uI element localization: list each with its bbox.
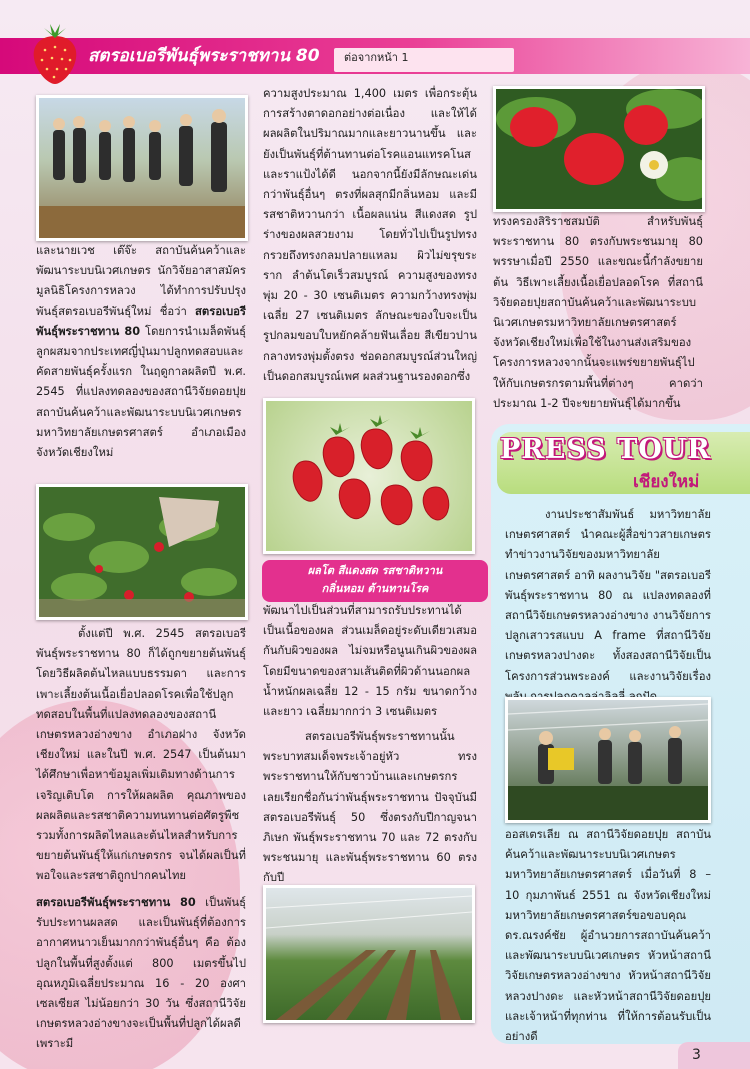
photo-picking-strawberries <box>36 484 248 620</box>
press-paragraph-1: งานประชาสัมพันธ์ มหาวิทยาลัยเกษตรศาสตร์ นำคณะผู้สื่อข่าวสายเกษตรทำข่าวงานวิจัยของมหาวิทยาลัยเกษตรศาสตร์ อาทิ ผลงานวิจัย "สตรอเบอรีพันธุ์พระราชทาน 80 ณ แปลงทดลองที่สถานีวิจัยเกษตรหลวงอ่างขาง งานวิจัยการปลูกเสาวรสแบบ A frame ที่สถานีวิจัยเกษตรหลวงปางดะ ทั้งสองสถานีวิจัยเป็นโครงการส่วนพระองค์ และงานวิจัยเรื่อง <box>505 508 711 683</box>
article-column-2b <box>263 601 477 722</box>
column2-paragraph-2: พัฒนาไปเป็นส่วนที่สามารถรับประทานได้เป็นเนื้อของผล ส่วนเมล็ดอยู่ระดับเดียวเสมอกันกับผิวของผล ไม่จมหรือนูนเกินผิวของผลโดยมีขนาดของสามเส้นติดที่ผิวด้านนอกผลน้ำหนักผลเฉลี่ย 12 - 15 กรัม ขนาดกว้างและยาว เฉลี่ยมากกว่า 3 เซนติเมตร <box>263 604 477 719</box>
photo-strawberry-bunch <box>263 398 475 554</box>
photo-greenhouse-field <box>263 885 475 1023</box>
press-tour-subtitle: เชียงใหม่ <box>633 472 700 492</box>
article-column-2 <box>263 84 477 387</box>
strawberry-logo-icon <box>30 22 80 86</box>
column2-paragraph-1: ความสูงประมาณ 1,400 เมตร เพื่อกระตุ้นการสร้างตาดอกอย่างต่อเนื่อง และให้ได้ผลผลิตในปริมาณมากและยาวนานขึ้น และยังเป็นพันธุ์ที่ต้านทานต่อโรคแอนแทรคโนส และราแป้งได้ดี นอกจากนี้ยังมีลักษณะเด่นกว่าพันธุ์อื่นๆ ตรงที่ผลสุกมีกลิ่นหอม และมีรสชาติหวานกว่า เนื้อผลแน่น สีแดงสด รูปร่างของผลสวยงาม โดยทั่วไปเป็นรูปทรงกรวยถึงทรงกลมปลายแหลม ผิวไม่ขรุขระ ราก ลำต้นโตเร็วสมบูรณ์ ความสูงของทรงพุ่ม 20 - 30 เซนติเมตร ความกว้างทรงพุ่มเฉลี่ย 27 เซนติเมตร ลักษณะของใบจะเป็นรูปกลมขอบใบหยักคล้ายฟันเลื่อย สีเขียวปานกลางทรงพุ่มตั้งตรง ช่อดอกสมบูรณ์ส่วนใหญ่เป็นดอกสมบูรณ์เพศ ผลส่วนฐานรองดอกซึ่ง <box>263 87 477 383</box>
press-paragraph-2: ออสเตรเลีย ณ สถานีวิจัยดอยปุย สถาบันค้นคว้าและพัฒนาระบบนิเวศเกษตร มหาวิทยาลัยเกษตรศาสตร์ เมื่อวันที่ 8 – 10 กุมภาพันธ์ 2551 ณ จังหวัดเชียงใหม่ มหาวิทยาลัยเกษตรศาสตร์ขอขอบคุณ ดร.ณรงค์ชัย ผู้อำนวยการสถาบันค้นคว้าและพัฒนาระบบนิเวศเกษตร หัวหน้าสถานีวิจัยเกษตรหลวงอ่างขาง หัวหน้าสถานีวิจัยหลวงปางดะ และหัวหน้าสถานีวิจัยดอยปุย และเจ้าหน้าที่ทุกท่าน ที่ให้การต้อนรับเป็นอย่างดี <box>505 828 711 1044</box>
column3-paragraph-1: ทรงครองสิริราชสมบัติ สำหรับพันธุ์พระราชทาน 80 ตรงกับพระชนมายุ 80 พรรษาเมื่อปี 2550 และขณะนี้กำลังขยายต้น วิธีเพาะเลี้ยงเนื้อเยื่อปลอดโรค ที่สถานีวิจัยดอยปุยสถาบันค้นคว้าและพัฒนาระบบนิเวศเกษตรมหาวิทยาลัยเกษตรศาสตร์ จังหวัดเชียงใหม่เพื่อใช้ในงานส่งเสริมของโครงการหลวงจากนั้นจะแพร่ขยายพันธุ์ไปให้กับเกษตรกรตามพื้นที่ต่างๆ คาดว่าประมาณ 1-2 ปีจะขยายพันธุ์ได้มากขึ้น <box>493 215 703 410</box>
header-title: สตรอเบอรีพันธุ์พระราชทาน 80 <box>88 46 320 66</box>
caption-line-1: ผลโต สีแดงสด รสชาติหวาน <box>307 564 443 577</box>
column1-paragraph-3: สตรอเบอรีพันธุ์พระราชทาน 80 เป็นพันธุ์รับประทานผลสด และเป็นพันธุ์ที่ต้องการอากาศหนาวเย็นมากกว่าพันธุ์อื่นๆ คือ ต้องปลูกในพื้นที่สูงตั้งแต่ 800 เมตรขึ้นไปอุณหภูมิเฉลี่ยประมาณ 16 - 20 องศาเซลเซียส ไม่น้อยกว่า 30 วัน ซึ่งสถานีวิจัยเกษตรหลวงอ่างขางจะเป็นพื้นที่ปลูกได้ผลดี เพราะมี <box>36 896 246 1051</box>
caption-line-2: กลิ่นหอม ต้านทานโรค <box>321 582 429 595</box>
column1-paragraph-1: และนายเวช เต๊จ๊ะ สถาบันค้นคว้าและพัฒนาระบบนิเวศเกษตร นักวิจัยอาสาสมัครมูลนิธิโครงการหลวง ได้ทำการปรับปรุงพันธุ์สตรอเบอรีพันธุ์ใหม่ ชื่อว่า สตรอเบอรีพันธุ์พระราชทาน 80 โดยการนำเมล็ดพันธุ์ลูกผสมจากประเทศญี่ปุ่นมาปลูกทดสอบและคัดสายพันธุ์ครั้งแรก ในฤดูกาลผลิตปี พ.ศ. 2545 ที่แปลงทดลองของสถานีวิจัยดอยปุยสถาบันค้นคว้าและพัฒนาระบบนิเวศเกษตรมหาวิทยาลัยเกษตรศาสตร์ อำเภอเมือง จังหวัดเชียงใหม่ <box>36 244 246 460</box>
photo-visitors-group <box>36 95 248 241</box>
page-number: 3 <box>678 1042 750 1069</box>
photo-press-visit <box>505 697 711 823</box>
article-column-1c <box>36 893 246 1055</box>
continued-from-label: ต่อจากหน้า 1 <box>334 48 514 72</box>
press-tour-text <box>505 505 711 707</box>
article-column-2c <box>263 727 477 889</box>
article-column-1 <box>36 241 246 463</box>
article-column-3 <box>493 212 703 414</box>
photo-strawberry-plant <box>493 86 705 212</box>
photo-caption <box>262 560 488 602</box>
column1-paragraph-2: ตั้งแต่ปี พ.ศ. 2545 สตรอเบอรีพันธุ์พระราชทาน 80 ก็ได้ถูกขยายต้นพันธุ์โดยวิธีผลิตต้นไหลแบบธรรมดา และการเพาะเลี้ยงต้นเนื้อเยื่อปลอดโรคเพื่อใช้ปลูกทดสอบในพื้นที่แปลงทดลองของสถานีเกษตรหลวงอ่างขาง อำเภอฝาง จังหวัดเชียงใหม่ และในปี พ.ศ. 2547 เป็นต้นมาได้ศึกษาเพื่อหาข้อมูลเพิ่มเติมทางด้านการเจริญเติบโต การให้ผลผลิต คุณภาพของผลผลิตและรสชาติความทนทานต่อศัตรูพืช รวมทั้งการผลิตไหลและต้นไหลสำหรับการขยายต้นพันธุ์ให้แก่เกษตรกร จนได้ผลเป็นที่พอใจและรสชาติถูกปากคนไทย <box>36 627 246 883</box>
press-tour-text-2 <box>505 825 711 1047</box>
article-column-1b <box>36 624 246 887</box>
column2-paragraph-3: สตรอเบอรีพันธุ์พระราชทานนั้น พระบาทสมเด็จพระเจ้าอยู่หัว ทรงพระราชทานให้กับชาวบ้านและเกษตรกร เลยเรียกชื่อกันว่าพันธุ์พระราชทาน ปัจจุบันมีสตรอเบอรีพันธุ์ 50 ซึ่งตรงกับปีกาญจนาภิเษก พันธุ์พระราชทาน 70 และ 72 ตรงกับพระชนมายุ และพันธุ์พระราชทาน 60 ตรงกับปี <box>263 730 477 885</box>
press-tour-title: PRESS TOUR <box>500 434 711 465</box>
